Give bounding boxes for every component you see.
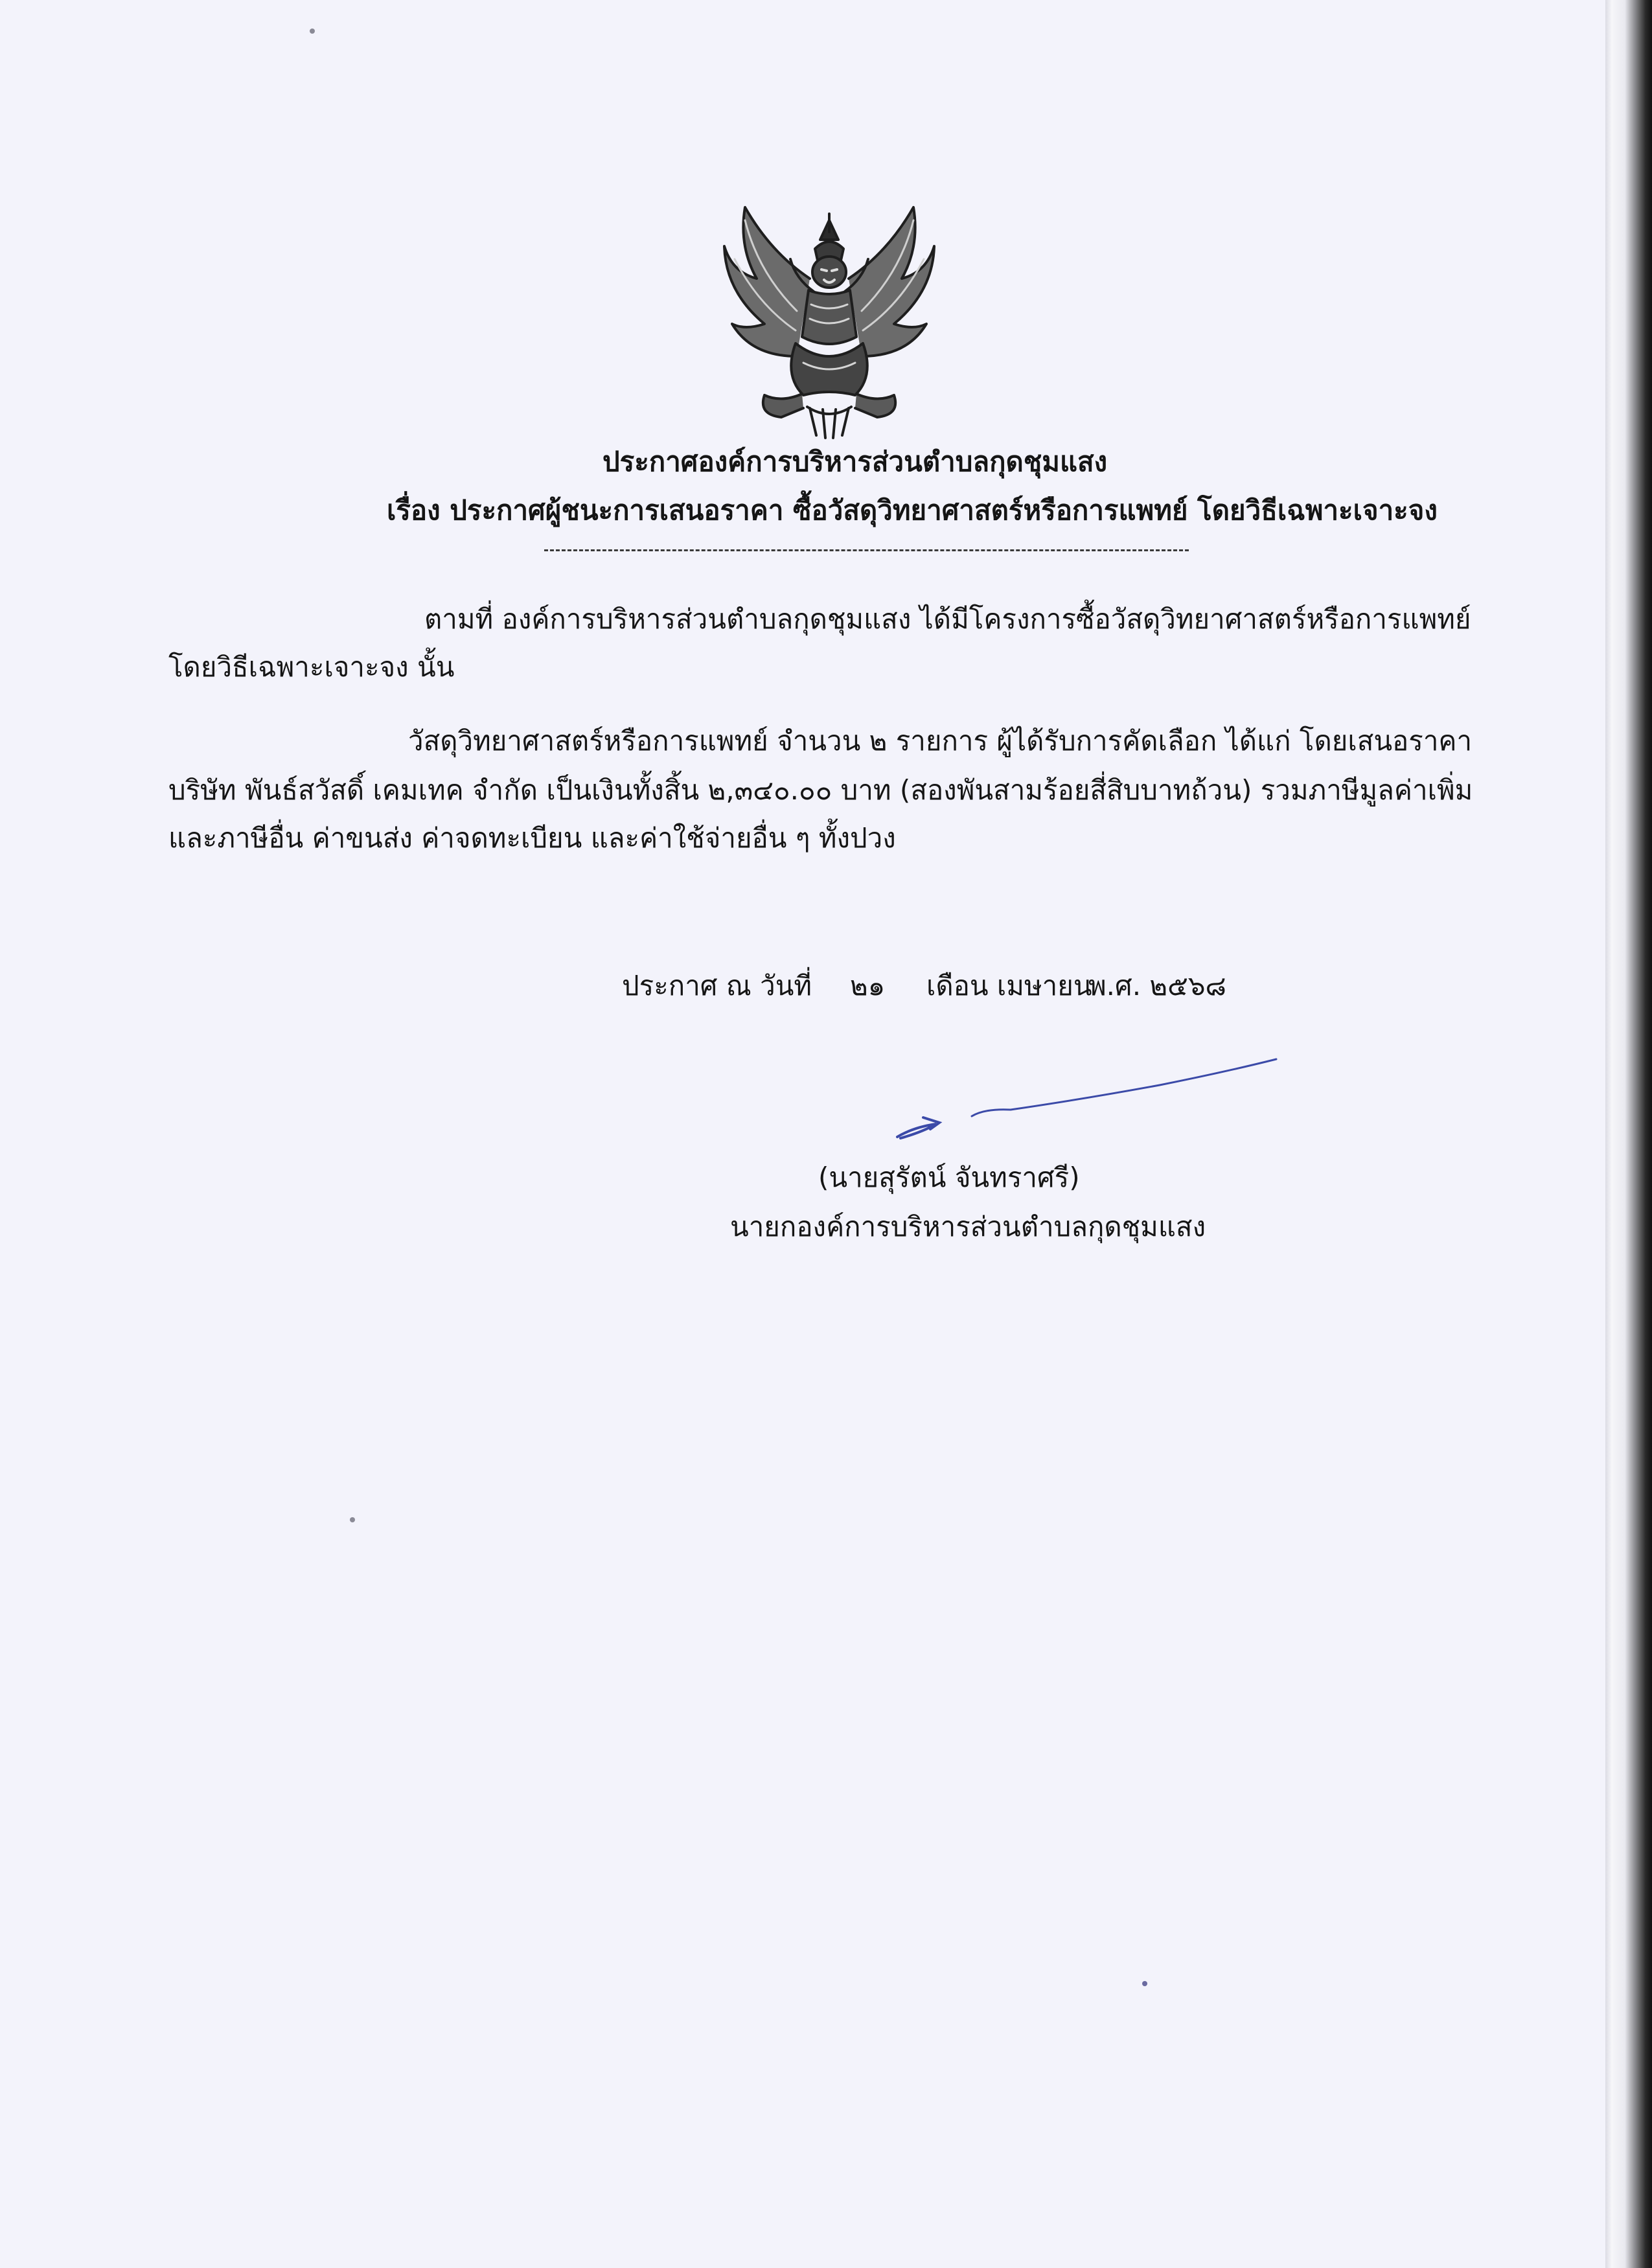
signatory-title: นายกองค์การบริหารส่วนตำบลกุดชุมแสง xyxy=(730,1211,1206,1243)
garuda-emblem-icon xyxy=(719,201,939,441)
document-title: ประกาศองค์การบริหารส่วนตำบลกุดชุมแสง xyxy=(602,446,1108,477)
paragraph2-line2: บริษัท พันธ์สวัสดิ์ เคมเทค จำกัด เป็นเงินทั้งสิ้น ๒,๓๔๐.๐๐ บาท (สองพันสามร้อยสี่สิบบาทถ้วน) รวมภาษีมูลค่าเพิ่ม xyxy=(168,774,1473,806)
date-year: พ.ศ. ๒๕๖๘ xyxy=(1088,970,1226,1002)
scan-speck xyxy=(1142,1981,1147,1986)
date-day: ๒๑ xyxy=(850,970,886,1002)
title-divider xyxy=(544,549,1189,551)
paragraph1-line2: โดยวิธีเฉพาะเจาะจง นั้น xyxy=(168,651,455,683)
scan-edge-shadow xyxy=(1605,0,1652,2268)
scan-speck xyxy=(350,1517,355,1522)
paragraph1-line1: ตามที่ องค์การบริหารส่วนตำบลกุดชุมแสง ได้มีโครงการซื้อวัสดุวิทยาศาสตร์หรือการแพทย์ xyxy=(424,603,1471,635)
scan-speck xyxy=(310,29,315,34)
paragraph2-line1: วัสดุวิทยาศาสตร์หรือการแพทย์ จำนวน ๒ รายการ ผู้ได้รับการคัดเลือก ได้แก่ โดยเสนอราคา xyxy=(408,725,1473,757)
handwritten-signature xyxy=(888,1046,1283,1143)
date-month: เดือน เมษายน xyxy=(926,970,1092,1002)
paragraph2-line3: และภาษีอื่น ค่าขนส่ง ค่าจดทะเบียน และค่าใช้จ่ายอื่น ๆ ทั้งปวง xyxy=(168,822,896,854)
date-prefix: ประกาศ ณ วันที่ xyxy=(622,970,812,1002)
signatory-name: (นายสุรัตน์ จันทราศรี) xyxy=(818,1162,1080,1193)
document-subject: เรื่อง ประกาศผู้ชนะการเสนอราคา ซื้อวัสดุวิทยาศาสตร์หรือการแพทย์ โดยวิธีเฉพาะเจาะจง xyxy=(387,494,1438,526)
